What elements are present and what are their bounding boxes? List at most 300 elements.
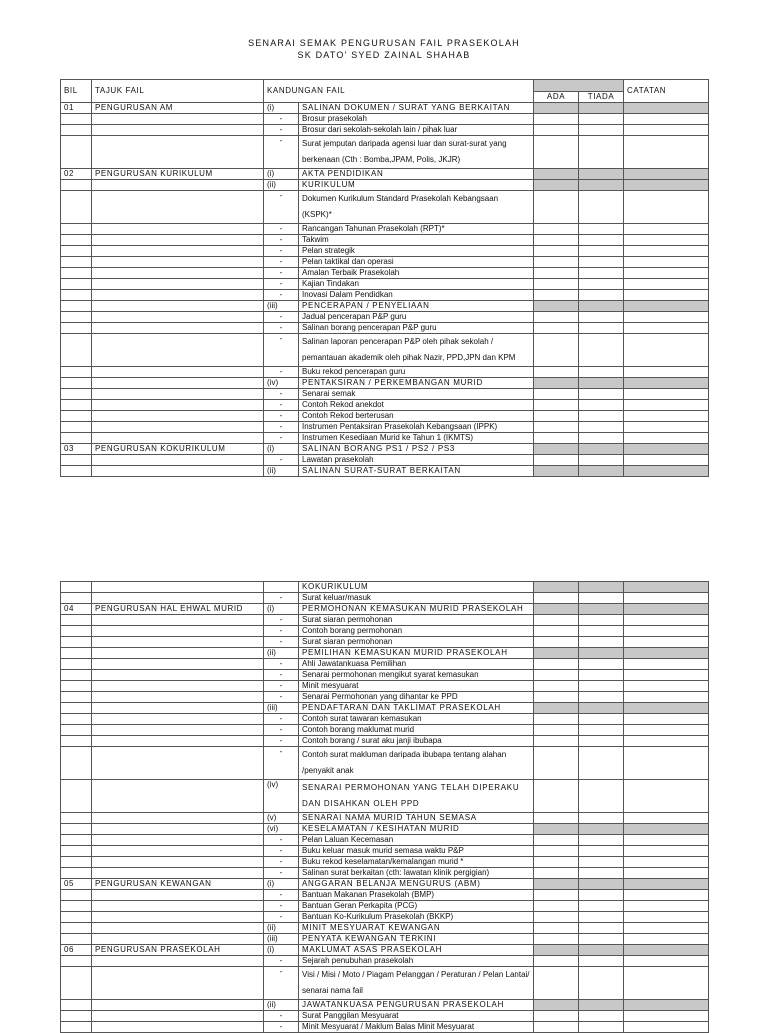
- bil-cell: [61, 725, 92, 736]
- bil-cell: [61, 378, 92, 389]
- item-text-cell: Minit mesyuarat: [299, 681, 534, 692]
- tajuk-cell: [92, 736, 264, 747]
- item-number-cell: -: [264, 290, 299, 301]
- item-text-cell: Surat Panggilan Mesyuarat: [299, 1011, 534, 1022]
- item-number-cell: -: [264, 637, 299, 648]
- tajuk-cell: [92, 400, 264, 411]
- ada-cell: [534, 444, 579, 455]
- catatan-cell: [624, 670, 709, 681]
- catatan-cell: [624, 136, 709, 169]
- item-text-cell: Senarai Permohonan yang dihantar ke PPD: [299, 692, 534, 703]
- item-number-cell: -: [264, 246, 299, 257]
- catatan-cell: [624, 835, 709, 846]
- ada-cell: [534, 912, 579, 923]
- tiada-cell: [579, 725, 624, 736]
- item-text-cell: Brosur dari sekolah-sekolah lain / pihak luar: [299, 125, 534, 136]
- tajuk-cell: PENGURUSAN KURIKULUM: [92, 169, 264, 180]
- catatan-cell: [624, 279, 709, 290]
- item-number-cell: -: [264, 967, 299, 1000]
- catatan-cell: [624, 857, 709, 868]
- item-number-cell: -: [264, 191, 299, 224]
- table-row: [61, 659, 709, 670]
- catatan-cell: [624, 191, 709, 224]
- table-row: [61, 103, 709, 114]
- tajuk-cell: [92, 279, 264, 290]
- bil-cell: [61, 136, 92, 169]
- item-number-cell: (iii): [264, 703, 299, 714]
- tajuk-cell: [92, 224, 264, 235]
- catatan-cell: [624, 411, 709, 422]
- tiada-cell: [579, 879, 624, 890]
- tiada-cell: [579, 169, 624, 180]
- bil-cell: [61, 268, 92, 279]
- catatan-cell: [624, 725, 709, 736]
- bil-cell: [61, 736, 92, 747]
- bil-cell: [61, 422, 92, 433]
- bil-cell: [61, 1022, 92, 1033]
- catatan-cell: [624, 626, 709, 637]
- item-text-cell: Instrumen Pentaksiran Prasekolah Kebangsaan (IPPK): [299, 422, 534, 433]
- item-text-cell: MAKLUMAT ASAS PRASEKOLAH: [299, 945, 534, 956]
- item-number-cell: (i): [264, 169, 299, 180]
- bil-cell: [61, 433, 92, 444]
- table-row: [61, 736, 709, 747]
- document-title: SENARAI SEMAK PENGURUSAN FAIL PRASEKOLAH: [248, 38, 520, 48]
- table-row: [61, 444, 709, 455]
- tajuk-cell: [92, 257, 264, 268]
- table-row: [61, 956, 709, 967]
- table-row: [61, 114, 709, 125]
- bil-cell: [61, 846, 92, 857]
- item-number-cell: -: [264, 868, 299, 879]
- table-row: [61, 235, 709, 246]
- checklist-table-page-2: [60, 581, 709, 1033]
- tiada-cell: [579, 626, 624, 637]
- tajuk-cell: PENGURUSAN KEWANGAN: [92, 879, 264, 890]
- tiada-cell: [579, 824, 624, 835]
- catatan-cell: [624, 114, 709, 125]
- item-number-cell: -: [264, 389, 299, 400]
- item-number-cell: (i): [264, 945, 299, 956]
- table-row: [61, 813, 709, 824]
- ada-cell: [534, 659, 579, 670]
- item-number-cell: -: [264, 257, 299, 268]
- tajuk-cell: [92, 301, 264, 312]
- item-number-cell: (iii): [264, 301, 299, 312]
- table-row: [61, 681, 709, 692]
- catatan-cell: [624, 681, 709, 692]
- item-text-cell: Salinan borang pencerapan P&P guru: [299, 323, 534, 334]
- tajuk-cell: [92, 136, 264, 169]
- bil-cell: [61, 692, 92, 703]
- table-row: [61, 1011, 709, 1022]
- tiada-cell: [579, 714, 624, 725]
- item-number-cell: -: [264, 659, 299, 670]
- bil-cell: [61, 648, 92, 659]
- tiada-cell: [579, 703, 624, 714]
- table-row: [61, 670, 709, 681]
- tiada-cell: [579, 945, 624, 956]
- header-status-shaded: [534, 80, 624, 92]
- ada-cell: [534, 846, 579, 857]
- ada-cell: [534, 191, 579, 224]
- table-row: [61, 136, 709, 169]
- catatan-cell: [624, 879, 709, 890]
- tajuk-cell: [92, 1000, 264, 1011]
- item-number-cell: -: [264, 422, 299, 433]
- ada-cell: [534, 714, 579, 725]
- catatan-cell: [624, 378, 709, 389]
- tiada-cell: [579, 967, 624, 1000]
- bil-cell: [61, 312, 92, 323]
- catatan-cell: [624, 1000, 709, 1011]
- ada-cell: [534, 626, 579, 637]
- item-text-cell: Contoh borang / surat aku janji ibubapa: [299, 736, 534, 747]
- tajuk-cell: PENGURUSAN AM: [92, 103, 264, 114]
- bil-cell: [61, 466, 92, 477]
- table-row: [61, 934, 709, 945]
- bil-cell: [61, 923, 92, 934]
- table-row: [61, 890, 709, 901]
- tajuk-cell: [92, 466, 264, 477]
- bil-cell: [61, 367, 92, 378]
- bil-cell: [61, 835, 92, 846]
- item-text-cell: JAWATANKUASA PENGURUSAN PRASEKOLAH: [299, 1000, 534, 1011]
- catatan-cell: [624, 444, 709, 455]
- catatan-cell: [624, 615, 709, 626]
- item-number-cell: (v): [264, 813, 299, 824]
- ada-cell: [534, 835, 579, 846]
- item-number-cell: (i): [264, 444, 299, 455]
- catatan-cell: [624, 422, 709, 433]
- item-number-cell: -: [264, 857, 299, 868]
- table-row: [61, 422, 709, 433]
- tajuk-cell: [92, 593, 264, 604]
- bil-cell: [61, 1000, 92, 1011]
- item-number-cell: -: [264, 367, 299, 378]
- catatan-cell: [624, 901, 709, 912]
- item-number-cell: (iv): [264, 378, 299, 389]
- bil-cell: [61, 868, 92, 879]
- catatan-cell: [624, 169, 709, 180]
- bil-cell: [61, 615, 92, 626]
- item-text-cell: Sejarah penubuhan prasekolah: [299, 956, 534, 967]
- ada-cell: [534, 257, 579, 268]
- tajuk-cell: [92, 637, 264, 648]
- header-catatan: CATATAN: [624, 80, 709, 103]
- table-row: [61, 400, 709, 411]
- item-text-cell: AKTA PENDIDIKAN: [299, 169, 534, 180]
- item-text-cell: PENTAKSIRAN / PERKEMBANGAN MURID: [299, 378, 534, 389]
- item-text-cell: Bantuan Ko-Kurikulum Prasekolah (BKKP): [299, 912, 534, 923]
- table-row: [61, 824, 709, 835]
- ada-cell: [534, 268, 579, 279]
- catatan-cell: [624, 659, 709, 670]
- tajuk-cell: [92, 180, 264, 191]
- tiada-cell: [579, 923, 624, 934]
- item-text-cell: MINIT MESYUARAT KEWANGAN: [299, 923, 534, 934]
- tajuk-cell: [92, 125, 264, 136]
- item-text-cell: SALINAN SURAT-SURAT BERKAITAN: [299, 466, 534, 477]
- item-number-cell: -: [264, 114, 299, 125]
- ada-cell: [534, 1022, 579, 1033]
- catatan-cell: [624, 604, 709, 615]
- bil-cell: [61, 582, 92, 593]
- tajuk-cell: PENGURUSAN KOKURIKULUM: [92, 444, 264, 455]
- tiada-cell: [579, 378, 624, 389]
- item-number-cell: -: [264, 725, 299, 736]
- tiada-cell: [579, 912, 624, 923]
- tajuk-cell: [92, 455, 264, 466]
- table-row: [61, 125, 709, 136]
- item-text-cell: Buku rekod pencerapan guru: [299, 367, 534, 378]
- tajuk-cell: [92, 846, 264, 857]
- catatan-cell: [624, 824, 709, 835]
- tiada-cell: [579, 114, 624, 125]
- bil-cell: [61, 246, 92, 257]
- catatan-cell: [624, 455, 709, 466]
- bil-cell: [61, 224, 92, 235]
- item-text-cell: Contoh surat makluman daripada ibubapa tentang alahan /penyakit anak: [299, 747, 534, 780]
- item-number-cell: -: [264, 615, 299, 626]
- tiada-cell: [579, 433, 624, 444]
- tajuk-cell: [92, 626, 264, 637]
- catatan-cell: [624, 268, 709, 279]
- table-row: [61, 1000, 709, 1011]
- item-number-cell: -: [264, 681, 299, 692]
- catatan-cell: [624, 103, 709, 114]
- ada-cell: [534, 367, 579, 378]
- tajuk-cell: [92, 648, 264, 659]
- item-number-cell: -: [264, 279, 299, 290]
- item-text-cell: Surat siaran permohonan: [299, 637, 534, 648]
- table-row: [61, 857, 709, 868]
- item-number-cell: -: [264, 670, 299, 681]
- tiada-cell: [579, 637, 624, 648]
- bil-cell: [61, 670, 92, 681]
- tiada-cell: [579, 191, 624, 224]
- bil-cell: [61, 180, 92, 191]
- item-text-cell: Surat keluar/masuk: [299, 593, 534, 604]
- item-text-cell: Brosur prasekolah: [299, 114, 534, 125]
- tajuk-cell: [92, 901, 264, 912]
- item-number-cell: -: [264, 125, 299, 136]
- item-number-cell: (iv): [264, 780, 299, 813]
- item-text-cell: Senarai permohonan mengikut syarat kemasukan: [299, 670, 534, 681]
- tajuk-cell: [92, 290, 264, 301]
- item-number-cell: [264, 582, 299, 593]
- tiada-cell: [579, 846, 624, 857]
- tiada-cell: [579, 334, 624, 367]
- tajuk-cell: [92, 835, 264, 846]
- tajuk-cell: [92, 703, 264, 714]
- table-row: [61, 615, 709, 626]
- item-text-cell: Salinan laporan pencerapan P&P oleh pihak sekolah / pemantauan akademik oleh pihak Nazir, PPD,JPN dan KPM: [299, 334, 534, 367]
- tajuk-cell: [92, 411, 264, 422]
- bil-cell: [61, 191, 92, 224]
- item-text-cell: Amalan Terbaik Prasekolah: [299, 268, 534, 279]
- catatan-cell: [624, 1011, 709, 1022]
- item-text-cell: Lawatan prasekolah: [299, 455, 534, 466]
- tiada-cell: [579, 422, 624, 433]
- item-text-cell: Bantuan Makanan Prasekolah (BMP): [299, 890, 534, 901]
- tiada-cell: [579, 857, 624, 868]
- ada-cell: [534, 956, 579, 967]
- tajuk-cell: [92, 725, 264, 736]
- catatan-cell: [624, 334, 709, 367]
- ada-cell: [534, 725, 579, 736]
- bil-cell: 05: [61, 879, 92, 890]
- table-row: [61, 582, 709, 593]
- tiada-cell: [579, 268, 624, 279]
- header-tiada: TIADA: [579, 92, 624, 103]
- catatan-cell: [624, 637, 709, 648]
- tajuk-cell: [92, 692, 264, 703]
- table-row: [61, 323, 709, 334]
- bil-cell: [61, 857, 92, 868]
- item-number-cell: -: [264, 593, 299, 604]
- item-number-cell: (i): [264, 604, 299, 615]
- catatan-cell: [624, 235, 709, 246]
- tajuk-cell: [92, 714, 264, 725]
- tajuk-cell: [92, 857, 264, 868]
- tiada-cell: [579, 235, 624, 246]
- ada-cell: [534, 648, 579, 659]
- ada-cell: [534, 879, 579, 890]
- bil-cell: [61, 257, 92, 268]
- item-text-cell: Contoh Rekod anekdot: [299, 400, 534, 411]
- tajuk-cell: [92, 868, 264, 879]
- tiada-cell: [579, 367, 624, 378]
- catatan-cell: [624, 692, 709, 703]
- table-row: [61, 466, 709, 477]
- table-row: [61, 780, 709, 813]
- item-text-cell: Minit Mesyuarat / Maklum Balas Minit Mesyuarat: [299, 1022, 534, 1033]
- ada-cell: [534, 103, 579, 114]
- tajuk-cell: [92, 824, 264, 835]
- bil-cell: [61, 323, 92, 334]
- tiada-cell: [579, 136, 624, 169]
- item-text-cell: KOKURIKULUM: [299, 582, 534, 593]
- table-row: [61, 846, 709, 857]
- bil-cell: [61, 114, 92, 125]
- table-row: [61, 191, 709, 224]
- table-row: [61, 967, 709, 1000]
- catatan-cell: [624, 868, 709, 879]
- item-number-cell: -: [264, 692, 299, 703]
- table-row: [61, 224, 709, 235]
- table-row: [61, 389, 709, 400]
- table-row: [61, 747, 709, 780]
- item-number-cell: -: [264, 312, 299, 323]
- table-row: [61, 268, 709, 279]
- tajuk-cell: [92, 615, 264, 626]
- ada-cell: [534, 736, 579, 747]
- ada-cell: [534, 901, 579, 912]
- ada-cell: [534, 136, 579, 169]
- tiada-cell: [579, 103, 624, 114]
- header-tajuk-fail: TAJUK FAIL: [92, 80, 264, 103]
- table-row: [61, 868, 709, 879]
- tiada-cell: [579, 180, 624, 191]
- ada-cell: [534, 455, 579, 466]
- tiada-cell: [579, 890, 624, 901]
- table-row: [61, 835, 709, 846]
- bil-cell: 03: [61, 444, 92, 455]
- tiada-cell: [579, 582, 624, 593]
- item-text-cell: Contoh Rekod berterusan: [299, 411, 534, 422]
- header-ada: ADA: [534, 92, 579, 103]
- item-number-cell: -: [264, 323, 299, 334]
- table-row: [61, 637, 709, 648]
- item-text-cell: Pelan Laluan Kecemasan: [299, 835, 534, 846]
- tiada-cell: [579, 659, 624, 670]
- item-text-cell: Buku rekod keselamatan/kemalangan murid *: [299, 857, 534, 868]
- tiada-cell: [579, 780, 624, 813]
- tiada-cell: [579, 1011, 624, 1022]
- tajuk-cell: [92, 967, 264, 1000]
- item-number-cell: -: [264, 626, 299, 637]
- tiada-cell: [579, 956, 624, 967]
- table-row: [61, 169, 709, 180]
- item-number-cell: -: [264, 455, 299, 466]
- catatan-cell: [624, 967, 709, 1000]
- tajuk-cell: [92, 747, 264, 780]
- tajuk-cell: [92, 114, 264, 125]
- ada-cell: [534, 180, 579, 191]
- tajuk-cell: [92, 934, 264, 945]
- tiada-cell: [579, 246, 624, 257]
- table-row: [61, 901, 709, 912]
- item-text-cell: Jadual pencerapan P&P guru: [299, 312, 534, 323]
- catatan-cell: [624, 389, 709, 400]
- tiada-cell: [579, 1000, 624, 1011]
- bil-cell: [61, 956, 92, 967]
- table-row: [61, 367, 709, 378]
- header-kandungan-fail: KANDUNGAN FAIL: [264, 80, 534, 103]
- item-text-cell: Dokumen Kurikulum Standard Prasekolah Kebangsaan (KSPK)*: [299, 191, 534, 224]
- tajuk-cell: [92, 890, 264, 901]
- item-number-cell: -: [264, 736, 299, 747]
- item-number-cell: (ii): [264, 466, 299, 477]
- item-text-cell: PENDAFTARAN DAN TAKLIMAT PRASEKOLAH: [299, 703, 534, 714]
- item-text-cell: Inovasi Dalam Pendidkan: [299, 290, 534, 301]
- tajuk-cell: [92, 956, 264, 967]
- table-row: [61, 455, 709, 466]
- table-row: [61, 648, 709, 659]
- ada-cell: [534, 824, 579, 835]
- table-row: [61, 411, 709, 422]
- ada-cell: [534, 290, 579, 301]
- tiada-cell: [579, 466, 624, 477]
- table-row: [61, 703, 709, 714]
- tiada-cell: [579, 411, 624, 422]
- tiada-cell: [579, 400, 624, 411]
- ada-cell: [534, 945, 579, 956]
- catatan-cell: [624, 125, 709, 136]
- ada-cell: [534, 466, 579, 477]
- item-number-cell: -: [264, 268, 299, 279]
- item-number-cell: -: [264, 411, 299, 422]
- item-text-cell: Surat siaran permohonan: [299, 615, 534, 626]
- catatan-cell: [624, 912, 709, 923]
- table-row: [61, 945, 709, 956]
- item-number-cell: -: [264, 835, 299, 846]
- catatan-cell: [624, 945, 709, 956]
- item-text-cell: Contoh surat tawaran kemasukan: [299, 714, 534, 725]
- tajuk-cell: [92, 334, 264, 367]
- tiada-cell: [579, 323, 624, 334]
